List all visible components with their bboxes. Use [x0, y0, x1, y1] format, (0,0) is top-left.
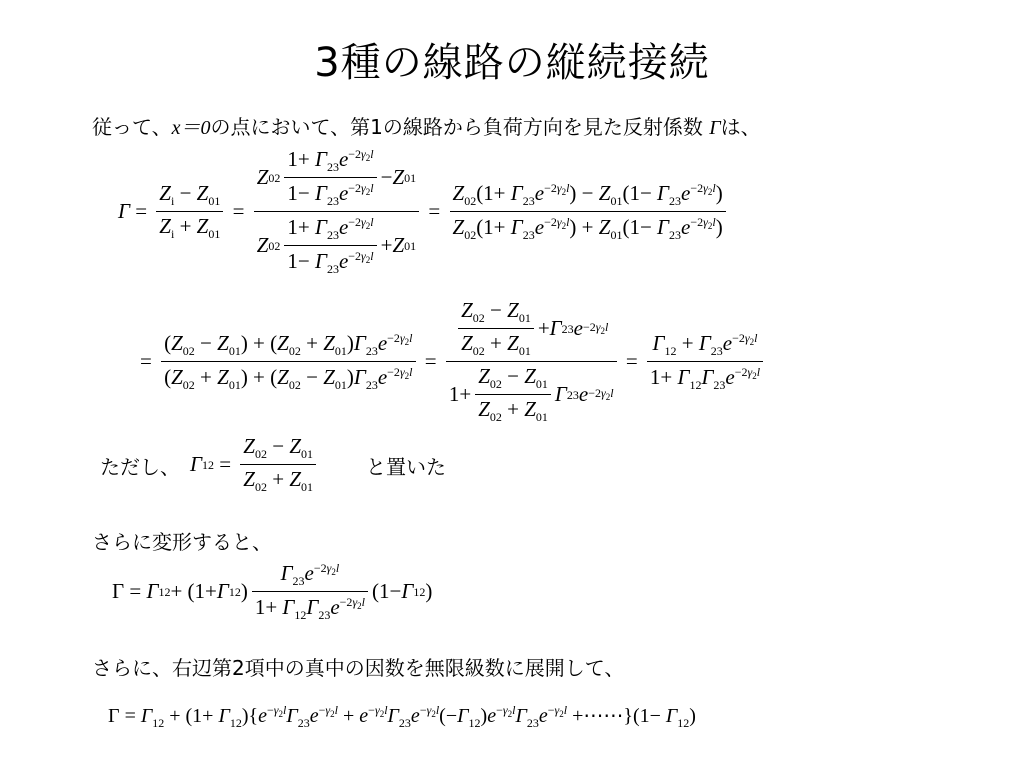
equation-1: Γ = $\frac{Z_i - Z_{01}}{Z_i + Z_{01}}$ = Z 02 $\frac{1+ \Gamma_{23}e^{-2\gamma_2l}}{1- \Gamma_{23}e^{-2\gamma_2l}}$ − Z 01 Z 02 $\frac{1+ \Gamma_{23}e^{-2\gamma_2l}}{1- \Gamma_{23}e^{-2\gamma_2l}}$ + Z 01 = $\frac{Z_{02}(1+ \Gamma_{23}e^{-2\gamma_2l}) - Z_{01}(1- \Gamma_{23}e^{-2\gamma_2l})}{Z_{02}(1+ \Gamma_{23}e^{-2\gamma_2l}) + Z_{01}(1- \Gamma_{23}e^{-2\gamma_2l})}$ — [118, 148, 730, 275]
intro-text-before: 従って、 — [92, 115, 172, 139]
note-prefix: ただし、 — [100, 455, 180, 479]
expansion-line: さらに、右辺第2項中の真中の因数を無限級数に展開して、 — [92, 656, 625, 680]
transform-line: さらに変形すると、 — [92, 530, 272, 554]
intro-text-after: の点において、第1の線路から負荷方向を見た反射係数 — [210, 115, 703, 139]
gamma-symbol: Γ — [709, 117, 721, 139]
slide-title: 3種の線路の縦続接続 — [314, 40, 710, 86]
equation-4: $\Gamma = \Gamma_{12} + (1+ \Gamma_{12})\{e^{-\gamma_2l}\Gamma_{23}e^{-\gamma_2l} + e^{-\gamma_2l}\Gamma_{23}e^{-\gamma_2l}(-\Gamma_{12})e^{-\gamma_2l}\Gamma_{23}e^{-\gamma_2l}$ +⋯⋯}(1− $\Gamma_{12}$) — [108, 703, 696, 730]
note-suffix: と置いた — [366, 455, 446, 479]
intro-line — [92, 113, 761, 142]
intro-text-end: は、 — [720, 115, 761, 139]
equation-gamma12-definition: Γ 12 = $\frac{Z_{02} - Z_{01}}{Z_{02} + Z_{01}}$ — [190, 436, 320, 493]
equation-3: Γ = Γ 12 + (1+ Γ 12 ) $\frac{\Gamma_{23}e^{-2\gamma_2l}}{1+ \Gamma_{12}\Gamma_{23}e^{-2\gamma_2l}}$ (1− Γ 12 ) — [112, 561, 433, 622]
equation-2: = $\frac{(Z_{02} - Z_{01}) + (Z_{02} + Z_{01})\Gamma_{23}e^{-2\gamma_2l}}{(Z_{02} + Z_{01}) + (Z_{02} - Z_{01})\Gamma_{23}e^{-2\gamma_2l}}$ = $\frac{Z_{02} - Z_{01}}{Z_{02} + Z_{01}}$ + Γ 23 e $-2\gamma_2l$ 1+ $\frac{Z_{02} - Z_{01}}{Z_{02} + Z_{01}}$ Γ 23 e $-2\gamma_2l$ = $\frac{\Gamma_{12} + \Gamma_{23}e^{-2\gamma_2l}}{1+ \Gamma_{12}\Gamma_{23}e^{-2\gamma_2l}}$ — [140, 300, 767, 423]
intro-math-x: x＝0 — [171, 117, 211, 139]
